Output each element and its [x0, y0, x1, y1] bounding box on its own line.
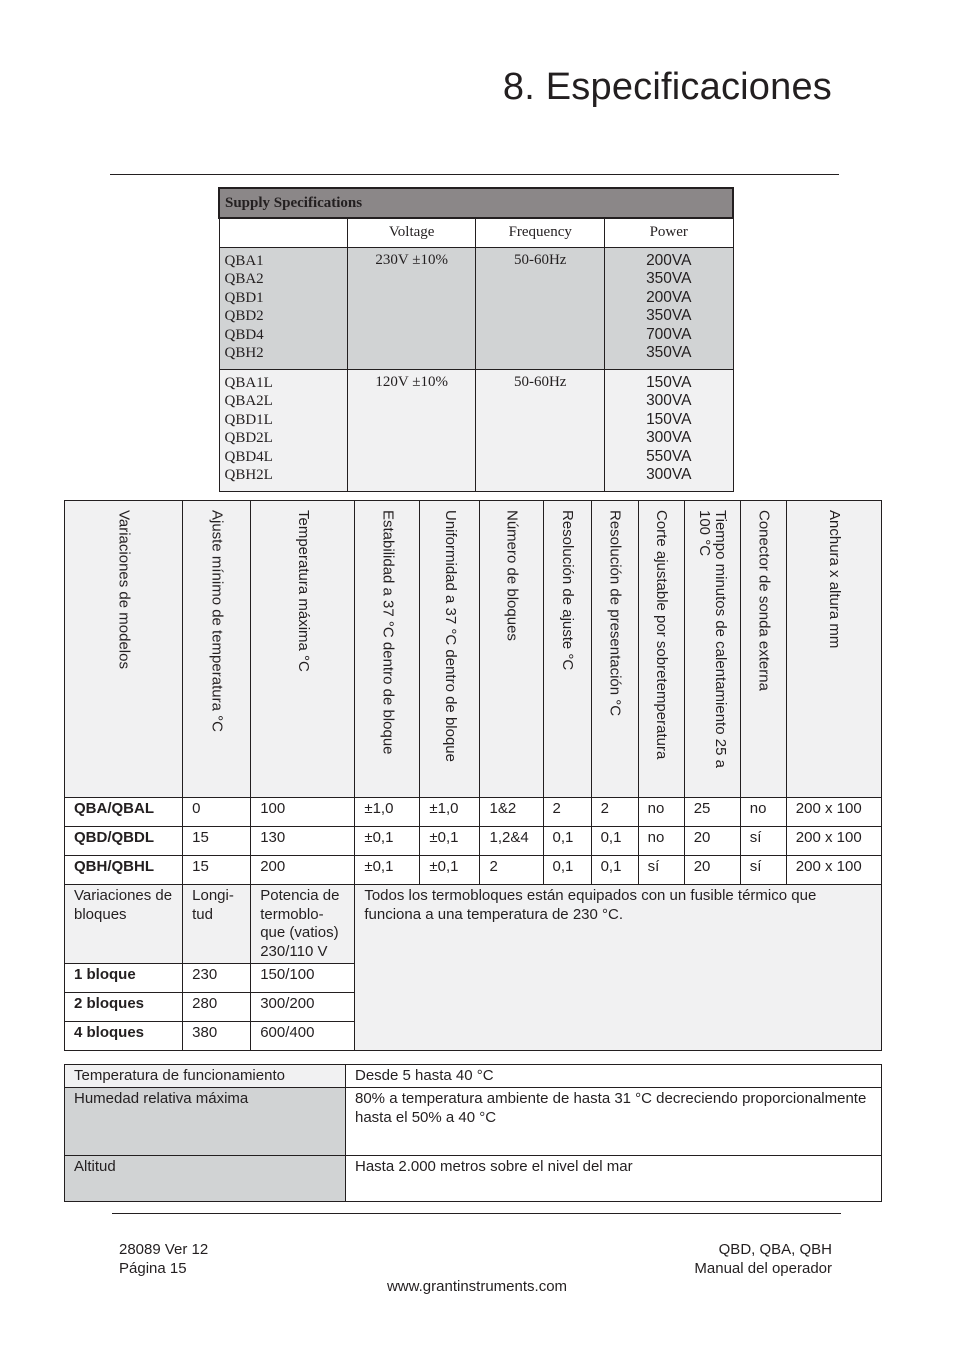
header-model-variations: Variaciones de modelos — [115, 510, 133, 669]
supply-power: 300VA — [646, 466, 692, 483]
table-row — [65, 798, 882, 827]
table-cell: 20 — [684, 856, 740, 885]
supply-power-cell — [605, 369, 733, 491]
supply-model: QBD4 — [224, 326, 264, 343]
env-row — [65, 1065, 882, 1088]
block-power: 600/400 — [251, 1022, 355, 1051]
table-cell: 2 — [591, 798, 638, 827]
supply-power-cell — [605, 247, 733, 369]
supply-model: QBA2 — [224, 271, 264, 287]
supply-power: 700VA — [646, 325, 692, 343]
supply-voltage: 230V ±10% — [347, 247, 475, 369]
env-label-operating-temp: Temperatura de funcionamiento — [65, 1065, 346, 1088]
supply-power: 350VA — [646, 270, 692, 287]
supply-model: QBD1 — [224, 289, 264, 306]
table-cell: 200 x 100 — [786, 798, 881, 827]
env-value-altitude: Hasta 2.000 metros sobre el nivel del mar — [346, 1156, 882, 1202]
block-header-row — [65, 885, 882, 964]
block-length: 280 — [183, 993, 251, 1022]
header-block-count: Número de bloques — [503, 510, 521, 641]
header-uniformity: Uniformidad a 37 °C dentro de bloque — [441, 510, 459, 762]
env-value-operating-temp: Desde 5 hasta 40 °C — [346, 1065, 882, 1088]
table-cell: ±1,0 — [420, 798, 480, 827]
supply-model: QBA1 — [224, 252, 264, 269]
header-row — [65, 501, 882, 798]
env-value-humidity: 80% a temperatura ambiente de hasta 31 °C decreciendo proporcionalmente hasta el 50% a 40 °C — [346, 1088, 882, 1156]
table-cell: 1,2&4 — [480, 827, 543, 856]
block-length: 230 — [183, 964, 251, 993]
env-row — [65, 1088, 882, 1156]
table-cell: ±0,1 — [355, 827, 420, 856]
table-cell: 0,1 — [591, 856, 638, 885]
table-cell: 2 — [543, 798, 591, 827]
table-cell: 15 — [183, 827, 251, 856]
header-dimensions: Anchura x altura mm — [825, 510, 843, 649]
table-row — [65, 827, 882, 856]
supply-frequency: 50-60Hz — [476, 369, 605, 491]
model-specifications-table — [64, 500, 882, 1051]
table-cell: 0,1 — [591, 827, 638, 856]
supply-power: 300VA — [646, 429, 692, 446]
table-cell: 200 x 100 — [786, 827, 881, 856]
supply-model: QBA1L — [224, 374, 273, 391]
table-cell: 0,1 — [543, 856, 591, 885]
supply-power: 200VA — [646, 288, 692, 306]
table-cell: 200 x 100 — [786, 856, 881, 885]
supply-model: QBD4L — [224, 448, 273, 465]
supply-table-title: Supply Specifications — [219, 188, 733, 218]
table-cell: no — [740, 798, 786, 827]
header-stability: Estabilidad a 37 °C dentro de bloque — [379, 510, 397, 755]
block-name: 2 bloques — [65, 993, 183, 1022]
supply-power: 350VA — [646, 307, 692, 324]
website-link[interactable]: www.grantinstruments.com — [386, 1278, 568, 1295]
supply-models-cell — [219, 247, 347, 369]
page-title: 8. Especificaciones — [502, 66, 832, 108]
env-label-altitude: Altitud — [65, 1156, 346, 1202]
block-name: 4 bloques — [65, 1022, 183, 1051]
footer-manual: Manual del operador — [694, 1260, 832, 1277]
supply-voltage: 120V ±10% — [347, 369, 475, 491]
supply-power: 200VA — [646, 251, 692, 269]
block-length: 380 — [183, 1022, 251, 1051]
table-cell: ±1,0 — [355, 798, 420, 827]
supply-model: QBD2 — [224, 308, 264, 324]
header-heatup-time: Tiempo minutos de calentamiento 25 a 100 °C — [696, 510, 730, 768]
supply-models-cell — [219, 369, 347, 491]
environment-table — [64, 1064, 882, 1202]
thermal-fuse-note: Todos los termobloques están equipados con un fusible térmico que funciona a una temperatura de 230 °C. — [355, 885, 882, 1051]
supply-power: 150VA — [646, 410, 692, 428]
footer-divider — [112, 1213, 841, 1214]
block-header-length: Longi-tud — [183, 885, 251, 964]
table-cell: 15 — [183, 856, 251, 885]
supply-power: 150VA — [646, 373, 692, 391]
env-row — [65, 1156, 882, 1202]
table-cell: 1&2 — [480, 798, 543, 827]
supply-model: QBH2 — [224, 345, 264, 361]
block-power: 300/200 — [251, 993, 355, 1022]
supply-header-power: Power — [605, 218, 733, 247]
table-cell: ±0,1 — [355, 856, 420, 885]
table-cell: 25 — [684, 798, 740, 827]
supply-specifications-table — [218, 187, 734, 492]
supply-header-voltage: Voltage — [347, 218, 475, 247]
table-cell: sí — [740, 827, 786, 856]
header-max-temp: Temperatura máxima °C — [294, 510, 312, 672]
page-number: Página 15 — [119, 1260, 187, 1277]
supply-model: QBD1L — [224, 411, 273, 428]
block-power: 150/100 — [251, 964, 355, 993]
header-min-temp: Ajuste mínimo de temperatura °C — [208, 510, 226, 732]
header-set-resolution: Resolución de ajuste °C — [559, 510, 577, 671]
table-cell: 0 — [183, 798, 251, 827]
model-cell: QBD/QBDL — [65, 827, 183, 856]
doc-number: 28089 Ver 12 — [119, 1241, 209, 1258]
supply-model: QBA2L — [224, 393, 273, 409]
top-divider — [110, 174, 839, 175]
env-label-humidity: Humedad relativa máxima — [65, 1088, 346, 1156]
model-cell: QBH/QBHL — [65, 856, 183, 885]
supply-header-frequency: Frequency — [476, 218, 605, 247]
supply-frequency: 50-60Hz — [476, 247, 605, 369]
supply-power: 300VA — [646, 392, 692, 409]
header-probe-connector: Conector de sonda externa — [755, 510, 773, 691]
table-cell: 20 — [684, 827, 740, 856]
supply-model: QBD2L — [224, 430, 273, 446]
supply-group-230v — [219, 247, 733, 369]
table-cell: 200 — [251, 856, 355, 885]
block-header-variations: Variaciones de bloques — [65, 885, 183, 964]
table-cell: ±0,1 — [420, 856, 480, 885]
supply-header-empty — [219, 218, 347, 247]
table-cell: no — [638, 827, 684, 856]
footer-models: QBD, QBA, QBH — [718, 1241, 832, 1258]
table-cell: 130 — [251, 827, 355, 856]
supply-group-120v — [219, 369, 733, 491]
supply-model: QBH2L — [224, 467, 273, 483]
footer-right — [694, 1240, 832, 1278]
table-cell: ±0,1 — [420, 827, 480, 856]
table-cell: 2 — [480, 856, 543, 885]
header-display-resolution: Resolución de presentación °C — [606, 510, 624, 717]
supply-power: 350VA — [646, 344, 692, 361]
block-header-power: Potencia de termoblo-que (vatios) 230/110 V — [251, 885, 355, 964]
footer-left — [119, 1240, 208, 1278]
model-cell: QBA/QBAL — [65, 798, 183, 827]
table-cell: 100 — [251, 798, 355, 827]
table-cell: no — [638, 798, 684, 827]
table-row — [65, 856, 882, 885]
table-cell: 0,1 — [543, 827, 591, 856]
table-cell: sí — [638, 856, 684, 885]
header-overtemp-cutout: Corte ajustable por sobretemperatura — [653, 510, 671, 760]
supply-power: 550VA — [646, 447, 692, 465]
table-cell: sí — [740, 856, 786, 885]
block-name: 1 bloque — [65, 964, 183, 993]
